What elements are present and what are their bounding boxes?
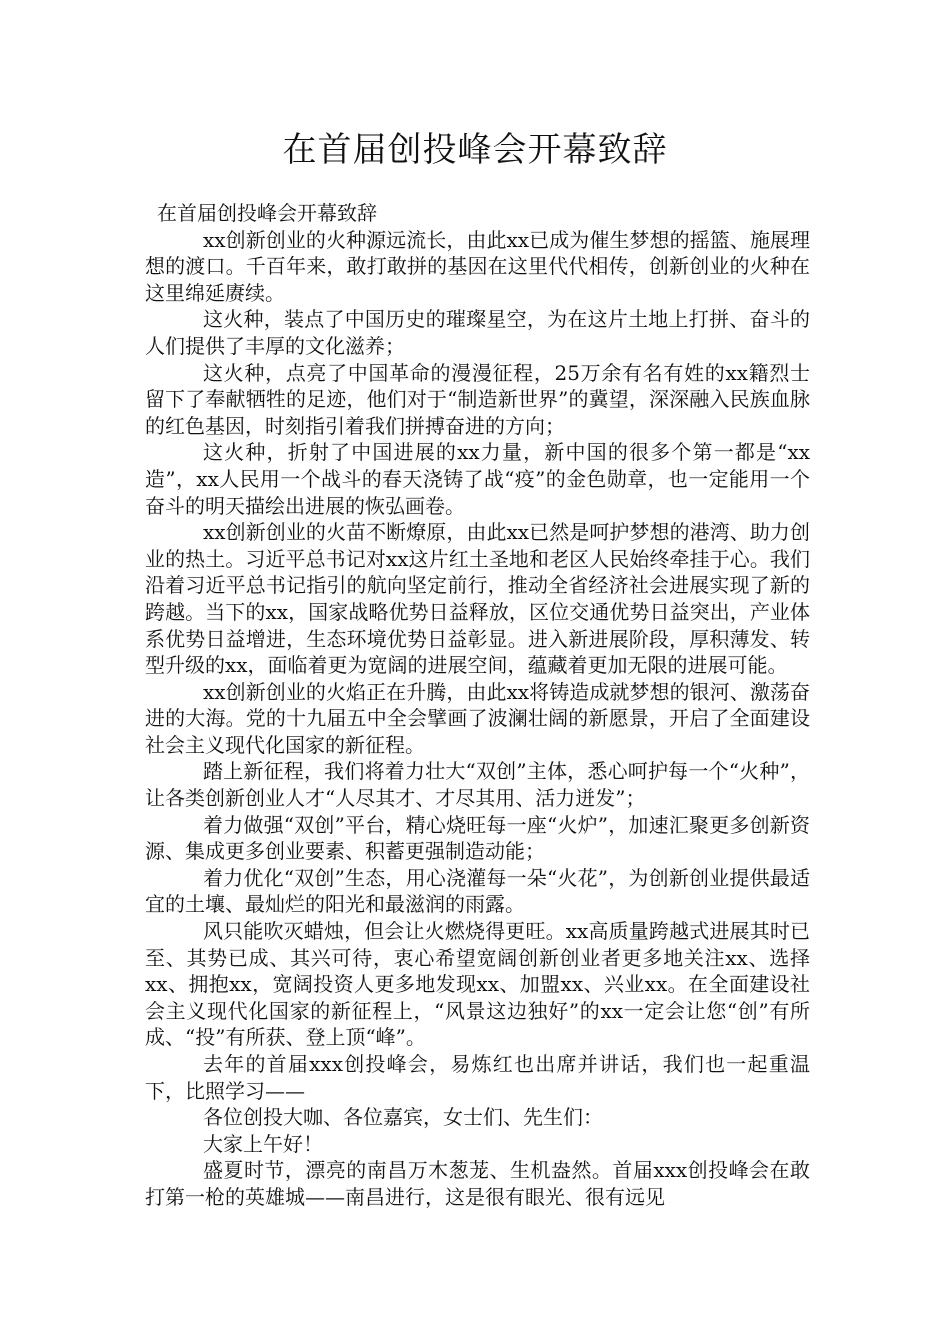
paragraph: 风只能吹灭蜡烛，但会让火燃烧得更旺。xx高质量跨越式进展其时已至、其势已成、其兴可待，衷心希望宽阔创新创业者更多地关注xx、选择xx、拥抱xx，宽阔投资人更多地发现xx、加盟xx、兴业xx。在全面建设社会主义现代化国家的新征程上，“风景这边独好”的xx一定会让您“创”有所成、“投”有所获、登上顶“峰”。 bbox=[145, 919, 810, 1050]
document-subtitle: 在首届创投峰会开幕致辞 bbox=[157, 201, 377, 225]
paragraph: xx创新创业的火种源远流长，由此xx已成为催生梦想的摇篮、施展理想的渡口。千百年来，敢打敢拼的基因在这里代代相传，创新创业的火种在这里绵延赓续。 bbox=[145, 227, 810, 305]
paragraph: 这火种，装点了中国历史的璀璨星空，为在这片土地上打拼、奋斗的人们提供了丰厚的文化滋养； bbox=[145, 307, 810, 358]
paragraph: 大家上午好！ bbox=[203, 1131, 323, 1156]
paragraph: 去年的首届xxx创投峰会，易炼红也出席并讲话，我们也一起重温下，比照学习—— bbox=[145, 1052, 810, 1103]
paragraph: 各位创投大咖、各位嘉宾，女士们、先生们： bbox=[203, 1105, 603, 1130]
paragraph: 着力优化“双创”生态，用心浇灌每一朵“火花”，为创新创业提供最适宜的土壤、最灿烂的阳光和最滋润的雨露。 bbox=[145, 865, 810, 917]
paragraph: 盛夏时节，漂亮的南昌万木葱茏、生机盎然。首届xxx创投峰会在敢打第一枪的英雄城——南昌进行，这是很有眼光、很有远见 bbox=[145, 1158, 810, 1209]
paragraph: 踏上新征程，我们将着力壮大“双创”主体，悉心呵护每一个“火种”，让各类创新创业人才“人尽其才、才尽其用、活力迸发”； bbox=[145, 759, 810, 811]
paragraph: xx创新创业的火焰正在升腾，由此xx将铸造成就梦想的银河、激荡奋进的大海。党的十九届五中全会擘画了波澜壮阔的新愿景，开启了全面建设社会主义现代化国家的新征程。 bbox=[145, 679, 810, 757]
document-body bbox=[145, 200, 810, 1211]
document-title: 在首届创投峰会开幕致辞 bbox=[282, 130, 668, 170]
paragraph: 这火种，点亮了中国革命的漫漫征程，25万余有名有姓的xx籍烈士留下了奉献牺牲的足迹，他们对于“制造新世界”的冀望，深深融入民族血脉的红色基因，时刻指引着我们拼搏奋进的方向； bbox=[145, 360, 810, 438]
paragraph: xx创新创业的火苗不断燎原，由此xx已然是呵护梦想的港湾、助力创业的热土。习近平总书记对xx这片红土圣地和老区人民始终牵挂于心。我们沿着习近平总书记指引的航向坚定前行，推动全省经济社会进展实现了新的跨越。当下的xx，国家战略优势日益释放，区位交通优势日益突出，产业体系优势日益增进，生态环境优势日益彰显。进入新进展阶段，厚积薄发、转型升级的xx，面临着更为宽阔的进展空间，蕴藏着更加无限的进展可能。 bbox=[145, 520, 810, 678]
paragraph: 着力做强“双创”平台，精心烧旺每一座“火炉”，加速汇聚更多创新资源、集成更多创业要素、积蓄更强制造动能； bbox=[145, 812, 810, 864]
paragraph: 这火种，折射了中国进展的xx力量，新中国的很多个第一都是“xx造”，xx人民用一个战斗的春天浇铸了战“疫”的金色勋章，也一定能用一个奋斗的明天描绘出进展的恢弘画卷。 bbox=[145, 440, 810, 518]
